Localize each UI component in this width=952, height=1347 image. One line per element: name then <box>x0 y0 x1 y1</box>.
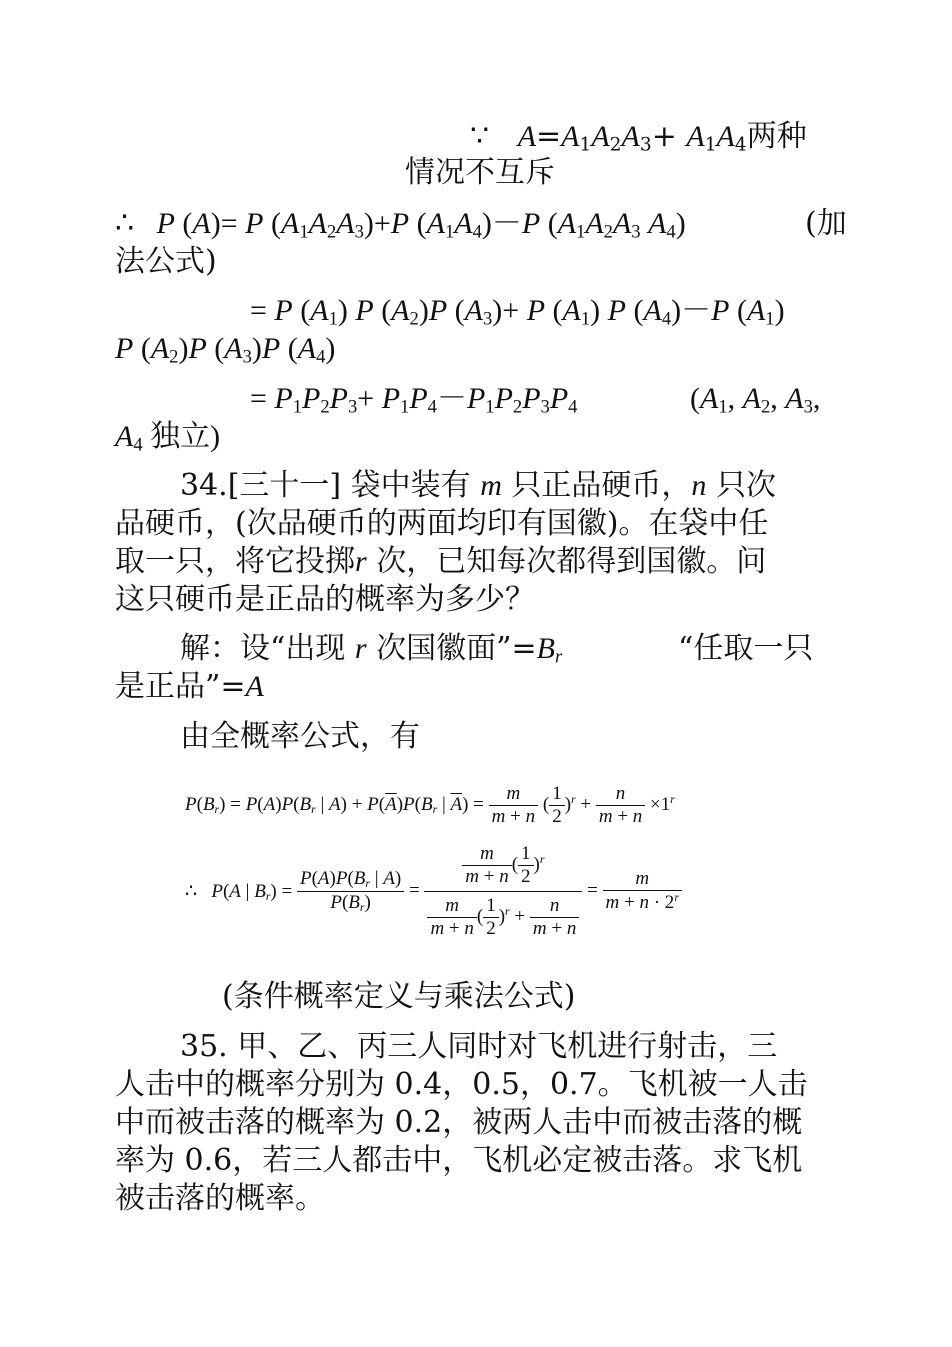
problem-34-line4: 这只硬币是正品的概率为多少？ <box>115 582 535 617</box>
solution-line2: 是正品”=A <box>115 669 264 704</box>
solution-line1: 解：设“出现 r 次国徽面$”=B_r$ <box>180 631 563 668</box>
problem-35-line4: 率为 0.6，若三人都击中，飞机必定被击落。求飞机 <box>115 1143 803 1178</box>
problem-35-line1: 35. 甲、乙、丙三人同时对飞机进行射击，三 <box>180 1029 778 1064</box>
problem-34-line3: 取一只，将它投掷r 次，已知每次都得到国徽。问 <box>115 544 767 579</box>
because-symbol: ∵ <box>470 119 490 154</box>
independence-note-2: $A_4$ 独立) <box>115 420 221 456</box>
addition-note-part2: 法公式) <box>115 244 217 279</box>
problem-34-line2: 品硬币，(次品硬币的两面均印有国徽)。在袋中任 <box>115 506 769 541</box>
solution-line1-tail: “任取一只 <box>678 631 814 666</box>
text-two-cases: 两种 <box>746 119 807 154</box>
expansion-line-3: = $P_1P_2P_3+ P_1P_4-P_1P_2P_3P_4$ <box>250 382 578 418</box>
problem-35-line2: 人击中的概率分别为 0.4，0.5，0.7。飞机被一人击 <box>115 1067 808 1102</box>
problem-35-line3: 中而被击落的概率为 0.2，被两人击中而被击落的概 <box>115 1105 803 1140</box>
because-line: ∵ $A=A_1A_2A_3+ A_1A_4$两种 <box>470 119 807 156</box>
equation-total-probability: $P(B_r) = P(A)P(B_r$ | $A) + P(\overline{A})P(B_r$ | $\overline{A}$) = $\frac{m}{m + n}$ ( $\frac{1}{2}$ )$^r$ + $\frac{n}{m + n}$ $\times 1^r$ <box>185 783 675 827</box>
equation-conditional: ∴ P(A | $B_r$) = $\frac{P(A)P(B_r | A)}{P(B_r)}$ = $\frac{m}{m + n}$ ( $\frac{1}{2}$ )$^r$ $\frac{m}{m + n}$ ( $\frac{1}{2}$ )$^r$ + $\frac{n}{m + n}$ = $\frac{m}{m + n \cdot 2^r}$ <box>185 843 682 940</box>
expansion-line-2: P $(A_2)P$ $(A_3)P$ $(A_4)$ <box>115 332 336 368</box>
problem-34-line1: 34.[三十一] 袋中装有 m 只正品硬币，n 只次 <box>180 468 776 503</box>
conditional-probability-note: (条件概率定义与乘法公式) <box>222 979 576 1014</box>
addition-note-part1: (加 <box>805 206 847 241</box>
problem-35-line5: 被击落的概率。 <box>115 1181 325 1216</box>
line-not-exclusive: 情况不互斥 <box>405 155 555 190</box>
independence-note: ($A_1$, $A_2$, $A_3$, <box>690 382 821 418</box>
total-probability-heading: 由全概率公式，有 <box>180 719 420 754</box>
expansion-line-1: = P $(A_1)$ P $(A_2)P$ $(A_3)+ P$ $(A_1)$ P $(A_4)-P$ $(A_1)$ <box>250 294 785 330</box>
therefore-line: ∴ P (A)= P $(A_1A_2A_3)+P$ $(A_1A_4)-P$ ($A_1A_2A_3$ $A_4$) <box>115 207 686 243</box>
